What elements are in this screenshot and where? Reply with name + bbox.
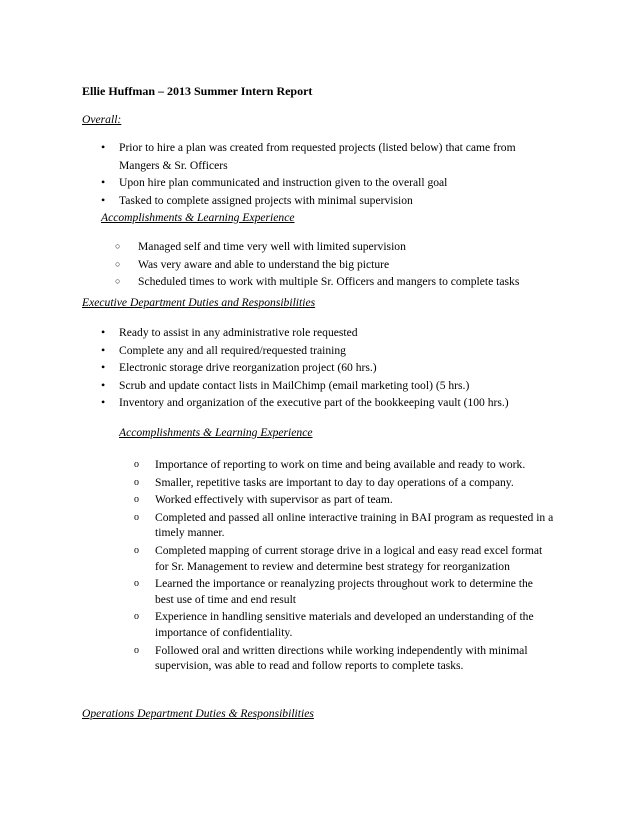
list-item: • Tasked to complete assigned projects with minimal supervision xyxy=(82,192,552,210)
list-item: • Scrub and update contact lists in MailChimp (email marketing tool) (5 hrs.) xyxy=(82,377,562,395)
executive-accomplishments-list xyxy=(134,457,554,676)
bullet-icon: • xyxy=(101,395,106,409)
o-bullet-icon: o xyxy=(134,511,139,523)
list-item: ○ Was very aware and able to understand the big picture xyxy=(115,256,595,274)
operations-heading: Operations Department Duties & Responsibilities xyxy=(82,707,314,720)
list-item: ○ Managed self and time very well with limited supervision xyxy=(115,238,595,256)
bullet-icon: • xyxy=(101,325,106,339)
executive-bullet-list xyxy=(82,324,562,412)
o-bullet-icon: o xyxy=(134,494,139,506)
o-bullet-icon: o xyxy=(134,578,139,590)
bullet-icon: • xyxy=(101,175,106,189)
circle-bullet-icon: ○ xyxy=(115,276,121,286)
list-item: • Complete any and all required/requested training xyxy=(82,342,562,360)
executive-accomplishments-heading: Accomplishments & Learning Experience xyxy=(119,426,313,439)
o-bullet-icon: o xyxy=(134,476,139,488)
o-bullet-icon: o xyxy=(134,611,139,623)
bullet-icon: • xyxy=(101,377,106,392)
list-item: • Inventory and organization of the executive part of the bookkeeping vault (100 hrs.) xyxy=(82,394,562,412)
o-bullet-icon: o xyxy=(134,644,139,656)
bullet-icon: • xyxy=(101,342,106,357)
list-item: o Followed oral and written directions while working independently with minimal supervision, was able to read and follow reports to complete tasks. xyxy=(134,643,528,673)
list-item: • Electronic storage drive reorganization project (60 hrs.) xyxy=(82,359,562,377)
list-item: ○ Scheduled times to work with multiple Sr. Officers and mangers to complete tasks xyxy=(115,273,595,291)
list-item: o Importance of reporting to work on time and being available and ready to work. xyxy=(134,458,526,471)
list-item: o Worked effectively with supervisor as part of team. xyxy=(134,493,393,507)
report-title: Ellie Huffman – 2013 Summer Intern Report xyxy=(82,84,313,98)
overall-bullet-list xyxy=(82,139,552,209)
o-bullet-icon: o xyxy=(134,544,139,556)
bullet-icon: • xyxy=(101,140,106,154)
circle-bullet-icon: ○ xyxy=(115,258,121,269)
executive-heading: Executive Department Duties and Responsibilities xyxy=(82,296,316,309)
list-item: o Learned the importance or reanalyzing projects throughout work to determine the best use of time and end result xyxy=(134,577,533,606)
circle-bullet-icon: ○ xyxy=(115,241,121,251)
list-item: • Prior to hire a plan was created from requested projects (listed below) that came from Mangers & Sr. Officers xyxy=(101,140,516,172)
o-bullet-icon: o xyxy=(134,459,139,470)
list-item: • Upon hire plan communicated and instruction given to the overall goal xyxy=(82,174,552,192)
list-item: o Experience in handling sensitive materials and developed an understanding of the importance of confidentiality. xyxy=(134,610,534,639)
list-item: o Completed and passed all online interactive training in BAI program as requested in a timely manner. xyxy=(134,510,554,540)
overall-heading: Overall: xyxy=(82,113,122,126)
bullet-icon: • xyxy=(101,192,106,207)
list-item: o Smaller, repetitive tasks are important to day to day operations of a company. xyxy=(134,475,514,489)
overall-accomplishments-heading: Accomplishments & Learning Experience xyxy=(101,211,295,224)
overall-accomplishments-list xyxy=(115,238,595,291)
list-item: • Ready to assist in any administrative role requested xyxy=(82,324,562,342)
list-item: o Completed mapping of current storage drive in a logical and easy read excel format for Sr. Management to review and determine best strategy for reorganization xyxy=(134,543,543,573)
bullet-icon: • xyxy=(101,360,106,374)
